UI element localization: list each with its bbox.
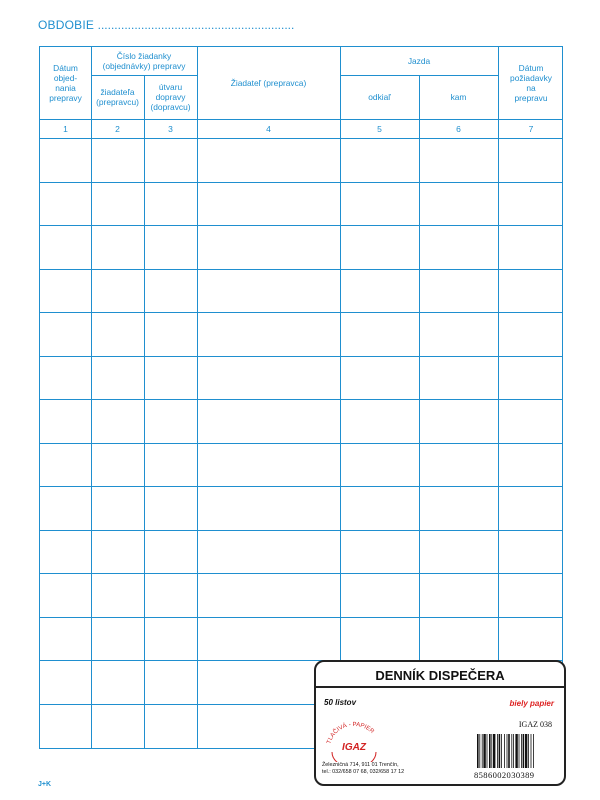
barcode-bar [515, 734, 517, 768]
row-divider [40, 225, 562, 226]
row-divider [40, 617, 562, 618]
barcode-bar [501, 734, 502, 768]
logo-text: IGAZ [342, 742, 366, 753]
barcode-bar [504, 734, 505, 768]
dispatch-log-table [39, 46, 563, 749]
column-divider [419, 75, 420, 748]
header-request-date: Dátum požiadavky na prepravu [510, 63, 552, 103]
product-code: IGAZ 038 [518, 720, 552, 729]
barcode-bar [477, 734, 479, 768]
column-divider [197, 47, 198, 748]
barcode-bar [508, 734, 510, 768]
igaz-logo [322, 714, 386, 762]
header-ride-group: Jazda [407, 56, 431, 66]
logo-ring-text: TLAČIVÁ - PAPIER [326, 721, 375, 745]
barcode-bar [497, 734, 498, 768]
barcode-bar [493, 734, 495, 768]
column-divider [144, 75, 145, 748]
barcode-bar [519, 734, 520, 768]
row-divider [40, 573, 562, 574]
row-divider [40, 182, 562, 183]
header-carrier-number: útvaru dopravy (dopravcu) [150, 82, 191, 112]
barcode [476, 734, 562, 768]
paper-type: biely papier [509, 699, 554, 708]
barcode-number: 8586002030389 [474, 770, 535, 780]
barcode-bar [525, 734, 527, 768]
column-divider [91, 47, 92, 748]
publisher-address: Železničná 714, 911 01 Trenčín, tel.: 032/658 07 68, 032/658 17 12 [322, 762, 405, 775]
period-label: OBDOBIE [38, 18, 95, 32]
header-order-number-group: Číslo žiadanky (objednávky) prepravy [102, 51, 186, 71]
period-line [38, 18, 294, 32]
barcode-bar [487, 734, 488, 768]
barcode-bar [479, 734, 480, 768]
barcode-bar [531, 734, 532, 768]
barcode-bar [483, 734, 485, 768]
row-divider [40, 443, 562, 444]
barcode-bar [489, 734, 491, 768]
header-to: kam [450, 92, 467, 102]
barcode-bar [507, 734, 508, 768]
column-number: 5 [377, 123, 382, 134]
barcode-bar [533, 734, 534, 768]
barcode-bar [482, 734, 483, 768]
column-number: 3 [168, 123, 173, 134]
number-row-divider [40, 138, 562, 139]
label-divider [316, 686, 564, 688]
row-divider [40, 486, 562, 487]
barcode-bar [523, 734, 525, 768]
sheet-count: 50 listov [324, 698, 357, 707]
product-label [314, 660, 566, 786]
barcode-bar [491, 734, 492, 768]
column-number: 1 [63, 123, 68, 134]
row-divider [40, 530, 562, 531]
row-divider [40, 399, 562, 400]
column-number: 4 [266, 123, 271, 134]
period-dots: ........................................................... [97, 18, 295, 32]
barcode-bar [528, 734, 529, 768]
printer-mark: J+K [38, 781, 52, 788]
row-divider [40, 312, 562, 313]
barcode-bar [499, 734, 501, 768]
header-order-date: Dátum objed- nania prepravy [49, 63, 82, 103]
barcode-bar [513, 734, 514, 768]
barcode-bar [521, 734, 522, 768]
header-from: odkiaľ [368, 92, 391, 102]
barcode-bar [511, 734, 512, 768]
product-title: DENNÍK DISPEČERA [375, 668, 505, 683]
row-divider [40, 356, 562, 357]
column-number: 7 [528, 123, 534, 134]
row-divider [40, 269, 562, 270]
header-requester: Žiadateľ (prepravca) [230, 78, 307, 88]
column-divider [498, 47, 499, 748]
header-requester-number: žiadateľa (prepravcu) [96, 87, 139, 107]
column-divider [340, 47, 341, 748]
column-number: 6 [456, 123, 461, 134]
column-number: 2 [115, 123, 120, 134]
